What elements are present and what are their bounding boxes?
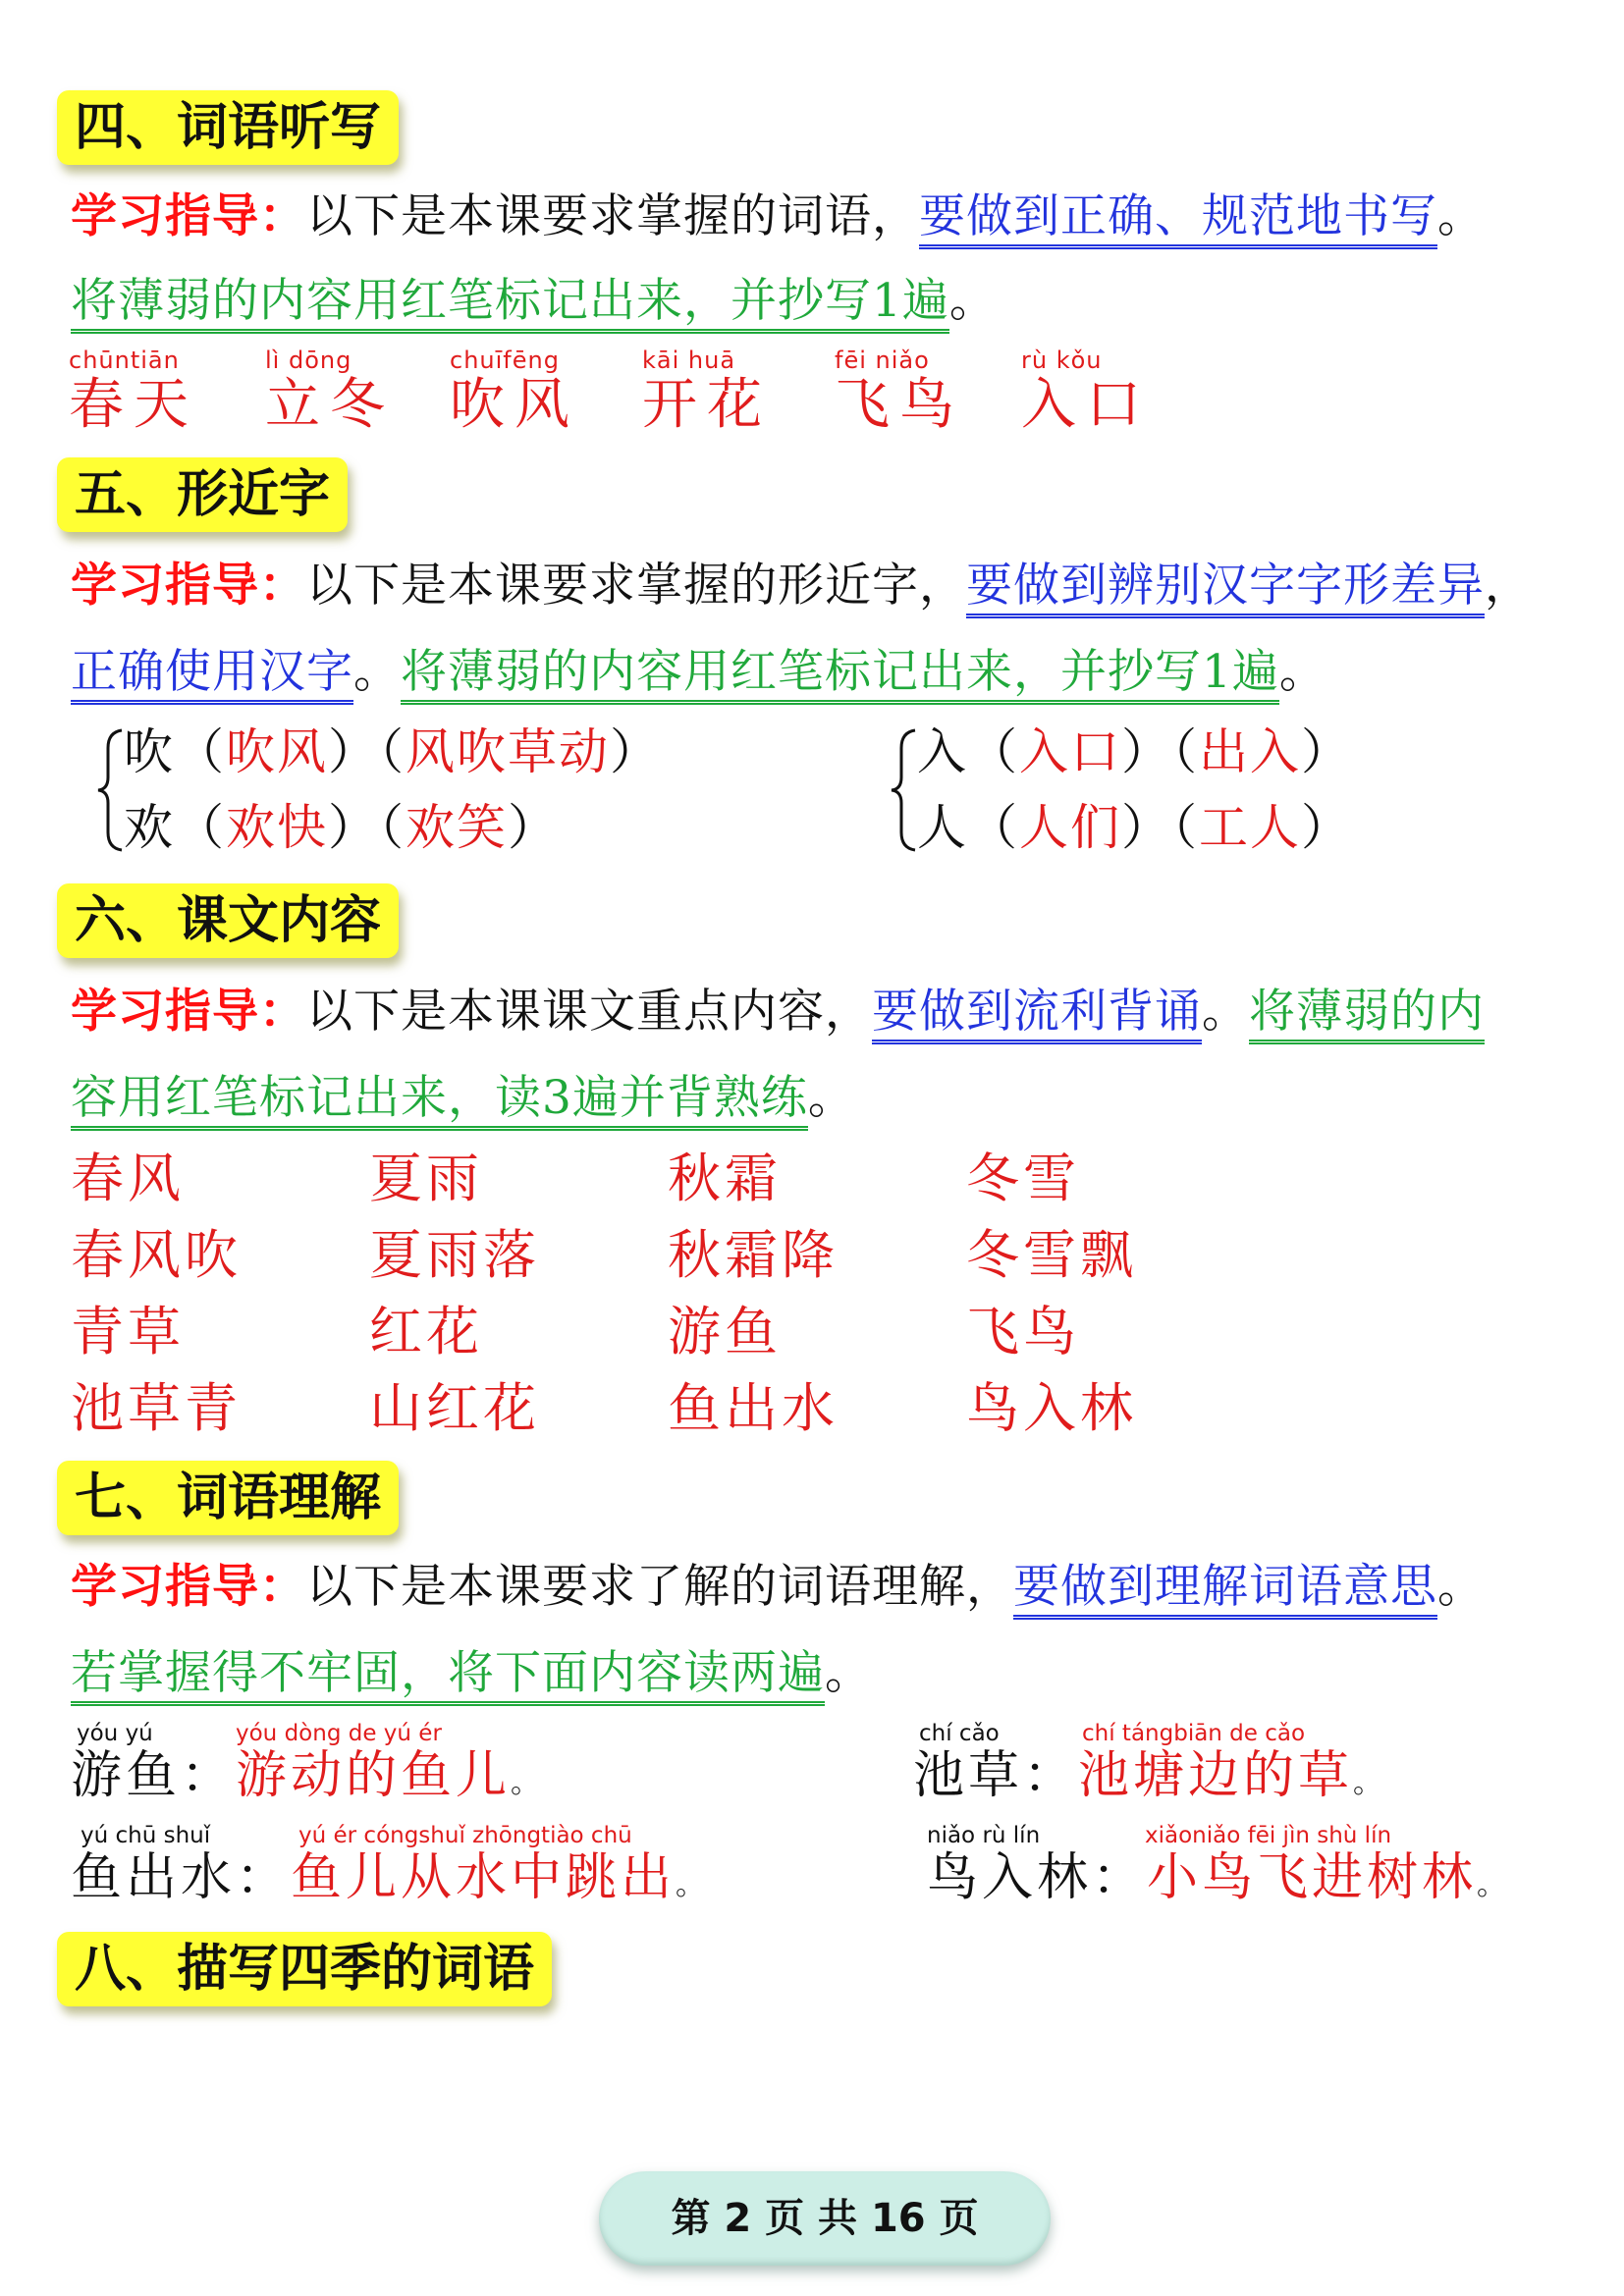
section-title-4: 四、词语听写 [57,90,399,165]
poem-cell: 春风 [71,1148,185,1209]
similar-row: 吹（吹风）（风吹草动） [124,723,661,780]
understanding-colon: ： [181,1746,237,1805]
guide-text: 以下是本课要求掌握的词语， [306,189,919,243]
vocab-item [450,346,579,436]
understanding-colon: ： [1023,1746,1079,1805]
vocab-pinyin: lì dōng [265,347,352,374]
vocab-hanzi: 开花 [642,373,772,437]
brace-left-icon [94,726,128,854]
guide-green: 将薄弱的内容用红笔标记出来，并抄写1遍 [71,274,949,334]
guide-line-5a [71,556,1532,616]
similar-word: 出入 [1199,723,1301,780]
section-title-8: 八、描写四季的词语 [57,1932,552,2006]
vocab-item [835,346,964,436]
understanding-item [71,1847,709,1916]
similar-word: 入口 [1019,723,1121,780]
guide-lead: 学习指导： [71,189,306,243]
guide-punct: 。 [807,1071,855,1125]
similar-char: 人 [917,799,968,856]
meaning-pinyin: chí tángbiān de cǎo [1082,1721,1306,1746]
guide-lead: 学习指导： [71,1560,306,1614]
section-title-7: 七、词语理解 [57,1461,399,1535]
understanding-end: 。 [1477,1868,1511,1902]
similar-word: 吹风 [226,723,328,780]
similar-word: 风吹草动 [406,723,610,780]
understanding-colon: ： [1092,1848,1148,1907]
guide-line-5b [71,642,1326,703]
poem-cell: 山红花 [369,1377,540,1439]
vocab-item [1021,346,1151,436]
guide-green: 容用红笔标记出来，读3遍并背熟练 [71,1071,808,1131]
guide-text: 以下是本课要求了解的词语理解， [306,1560,1013,1614]
guide-blue: 要做到正确、规范地书写 [919,189,1437,249]
similar-char: 入 [917,723,968,780]
vocab-hanzi: 飞鸟 [835,373,964,437]
guide-line-7a [71,1557,1485,1618]
poem-cell: 飞鸟 [966,1301,1080,1362]
guide-text: 以下是本课要求掌握的形近字， [306,559,966,613]
meaning-pinyin: xiǎoniǎo fēi jìn shù lín [1145,1823,1392,1848]
guide-blue: 要做到辨别汉字字形差异 [966,559,1485,618]
guide-punct: 。 [1437,189,1485,243]
guide-lead: 学习指导： [71,985,306,1039]
understanding-meaning: 鱼儿从水中跳出 [291,1848,677,1907]
understanding-meaning: 池塘边的草 [1078,1746,1354,1805]
understanding-word: 池草 [913,1746,1024,1805]
poem-cell: 夏雨 [369,1148,483,1209]
understanding-word: 鱼出水 [71,1848,237,1907]
guide-text: 以下是本课课文重点内容， [306,985,872,1039]
guide-green: 若掌握得不牢固，将下面内容读两遍 [71,1646,825,1706]
guide-punct: 。 [353,645,401,699]
guide-punct: 。 [1278,645,1326,699]
poem-cell: 秋霜 [668,1148,782,1209]
guide-punct: 。 [1202,985,1249,1039]
vocab-item [69,346,198,436]
similar-char: 吹 [124,723,175,780]
poem-cell: 青草 [71,1301,185,1362]
understanding-item [71,1745,544,1814]
poem-cell: 夏雨落 [369,1224,540,1286]
similar-row: 欢（欢快）（欢笑） [124,799,559,856]
understanding-item [913,1745,1386,1814]
section-title-5: 五、形近字 [57,457,348,532]
guide-line-4a [71,187,1485,247]
similar-row: 人（人们）（工人） [917,799,1352,856]
understanding-end: 。 [1353,1766,1387,1800]
vocab-pinyin: rù kǒu [1021,347,1103,374]
guide-punct: ， [1485,559,1532,613]
understanding-end: 。 [511,1766,545,1800]
guide-green: 将薄弱的内容用红笔标记出来，并抄写1遍 [401,645,1279,705]
guide-green: 将薄弱的内 [1249,985,1485,1044]
meaning-pinyin: yú ér cóngshuǐ zhōngtiào chū [298,1823,632,1848]
vocab-hanzi: 入口 [1021,373,1151,437]
vocab-item [642,346,772,436]
guide-line-6b [71,1068,855,1129]
poem-cell: 冬雪飘 [966,1224,1137,1286]
poem-cell: 冬雪 [966,1148,1080,1209]
understanding-end: 。 [676,1868,710,1902]
understanding-word: 鸟入林 [927,1848,1093,1907]
similar-word: 人们 [1019,799,1121,856]
similar-word: 欢笑 [406,799,508,856]
poem-cell: 鱼出水 [668,1377,839,1439]
guide-punct: 。 [948,274,997,328]
similar-word: 工人 [1199,799,1301,856]
vocab-hanzi: 吹风 [450,373,579,437]
vocab-pinyin: kāi huā [642,347,736,374]
word-pinyin: yóu yú [77,1721,153,1746]
similar-char: 欢 [124,799,175,856]
guide-blue: 要做到理解词语意思 [1013,1560,1437,1620]
guide-punct: 。 [825,1646,872,1700]
page-indicator: 第 2 页 共 16 页 [599,2171,1051,2266]
similar-word: 欢快 [226,799,328,856]
brace-right-icon [888,726,921,854]
guide-blue: 正确使用汉字 [71,645,353,705]
understanding-item [927,1847,1510,1916]
guide-lead: 学习指导： [71,559,306,613]
guide-line-6a [71,982,1485,1042]
section-title-6: 六、课文内容 [57,883,399,958]
poem-cell: 红花 [369,1301,483,1362]
guide-punct: 。 [1437,1560,1485,1614]
vocab-item [265,346,395,436]
guide-blue: 要做到流利背诵 [872,985,1202,1044]
guide-line-4b [71,271,997,332]
word-pinyin: niǎo rù lín [927,1823,1041,1848]
understanding-word: 游鱼 [71,1746,182,1805]
poem-cell: 春风吹 [71,1224,242,1286]
poem-cell: 秋霜降 [668,1224,839,1286]
poem-cell: 游鱼 [668,1301,782,1362]
vocab-pinyin: chuīfēng [450,347,560,374]
meaning-pinyin: yóu dòng de yú ér [236,1721,442,1746]
guide-line-7b [71,1643,872,1704]
vocab-pinyin: chūntiān [69,347,180,374]
vocab-hanzi: 春天 [69,373,198,437]
understanding-meaning: 游动的鱼儿 [236,1746,512,1805]
word-pinyin: yú chū shuǐ [81,1823,211,1848]
understanding-colon: ： [236,1848,292,1907]
word-pinyin: chí cǎo [919,1721,1000,1746]
vocab-hanzi: 立冬 [265,373,395,437]
vocab-pinyin: fēi niǎo [835,347,930,374]
poem-cell: 鸟入林 [966,1377,1137,1439]
poem-cell: 池草青 [71,1377,242,1439]
similar-row: 入（入口）（出入） [917,723,1352,780]
understanding-meaning: 小鸟飞进树林 [1147,1848,1478,1907]
